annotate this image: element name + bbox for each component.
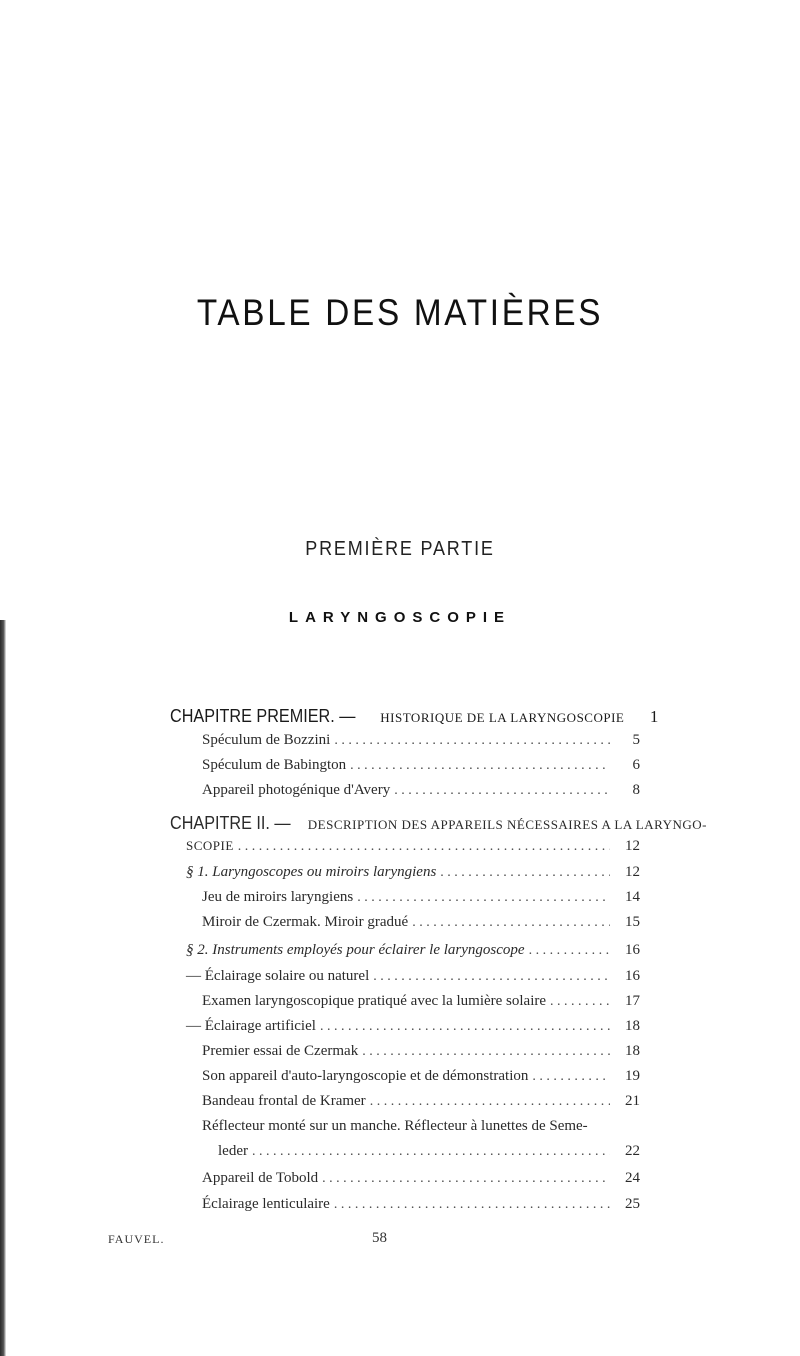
toc-entry[interactable] xyxy=(202,993,640,1010)
toc-entry[interactable] xyxy=(202,757,640,774)
entry-label: Spéculum de Babington xyxy=(202,757,347,773)
page-number: 25 xyxy=(625,1196,640,1212)
dot-leader xyxy=(322,1170,610,1187)
entry-label: leder xyxy=(218,1143,248,1159)
entry-label: Son appareil d'auto-laryngoscopie et de démonstration xyxy=(202,1068,529,1084)
page-number: 21 xyxy=(625,1093,640,1109)
chapter-2-lead: CHAPITRE II. — xyxy=(170,813,291,833)
page-number: 24 xyxy=(625,1170,640,1186)
dot-leader xyxy=(357,889,610,906)
toc-entry[interactable] xyxy=(202,1170,640,1187)
toc-entry[interactable] xyxy=(186,1018,640,1035)
toc-chapter-1[interactable] xyxy=(170,706,659,727)
part-title: PREMIÈRE PARTIE xyxy=(305,538,495,560)
dot-leader xyxy=(532,1068,610,1085)
page-number: 18 xyxy=(625,1043,640,1059)
page-number: 12 xyxy=(625,864,640,880)
entry-label: — Éclairage artificiel xyxy=(186,1018,316,1034)
page-edge-shadow xyxy=(0,620,6,1356)
page-number: 16 xyxy=(625,942,640,958)
toc-entry[interactable] xyxy=(202,1196,640,1213)
entry-label: Bandeau frontal de Kramer xyxy=(202,1093,366,1109)
section-label: § 2. Instruments employés pour éclairer le laryngoscope xyxy=(186,942,525,958)
dot-leader xyxy=(238,838,610,855)
toc-entry-reflecteur-line1[interactable]: Réflecteur monté sur un manche. Réflecteur à lunettes de Seme- xyxy=(202,1118,588,1134)
entry-label: Miroir de Czermak. Miroir gradué xyxy=(202,914,409,930)
dot-leader xyxy=(370,1093,610,1110)
dot-leader xyxy=(373,968,610,985)
page-number: 1 xyxy=(649,707,659,726)
dot-leader xyxy=(440,864,610,881)
toc-entry[interactable] xyxy=(202,732,640,749)
entry-label: — Éclairage solaire ou naturel xyxy=(186,968,370,984)
toc-entry[interactable] xyxy=(202,782,640,799)
subject-title: LARYNGOSCOPIE xyxy=(288,609,512,626)
toc-section-1[interactable] xyxy=(186,864,640,881)
dot-leader xyxy=(320,1018,610,1035)
page-number: 6 xyxy=(632,757,640,773)
chapter-2-title: DESCRIPTION DES APPAREILS NÉCESSAIRES A LA LARYNGO- xyxy=(307,817,707,832)
page-number: 19 xyxy=(625,1068,640,1084)
entry-label: Jeu de miroirs laryngiens xyxy=(202,889,354,905)
toc-entry[interactable] xyxy=(202,1043,640,1060)
page-number: 17 xyxy=(625,993,640,1009)
section-label: § 1. Laryngoscopes ou miroirs laryngiens xyxy=(186,864,437,880)
page-number: 16 xyxy=(625,968,640,984)
dot-leader xyxy=(350,757,610,774)
chapter-1-title: HISTORIQUE DE LA LARYNGOSCOPIE xyxy=(380,710,625,725)
page-title: TABLE DES MATIÈRES xyxy=(196,292,604,333)
entry-label: Appareil photogénique d'Avery xyxy=(202,782,391,798)
page-number: 18 xyxy=(625,1018,640,1034)
entry-label: Éclairage lenticulaire xyxy=(202,1196,330,1212)
page-number: 14 xyxy=(625,889,640,905)
toc-entry[interactable] xyxy=(202,914,640,931)
page-number: 12 xyxy=(625,838,640,854)
chapter-2-title-cont: SCOPIE xyxy=(186,838,234,853)
entry-label: Examen laryngoscopique pratiqué avec la lumière solaire xyxy=(202,993,547,1009)
page-number: 8 xyxy=(632,782,640,798)
page-number: 22 xyxy=(625,1143,640,1159)
toc-entry[interactable] xyxy=(186,968,640,985)
toc-entry[interactable] xyxy=(202,1068,640,1085)
toc-section-2[interactable] xyxy=(186,942,640,959)
entry-label: Spéculum de Bozzini xyxy=(202,732,331,748)
dot-leader xyxy=(334,732,610,749)
printer-signature: FAUVEL. xyxy=(108,1232,165,1246)
dot-leader xyxy=(334,1196,610,1213)
toc-entry-reflecteur-line2[interactable] xyxy=(218,1143,640,1160)
entry-label: Appareil de Tobold xyxy=(202,1170,319,1186)
chapter-1-lead: CHAPITRE PREMIER. — xyxy=(170,706,356,726)
dot-leader xyxy=(412,914,610,931)
dot-leader xyxy=(394,782,610,799)
dot-leader xyxy=(362,1043,610,1060)
toc-entry[interactable] xyxy=(202,889,640,906)
dot-leader xyxy=(529,942,610,959)
toc-chapter-2-line1[interactable] xyxy=(170,813,707,834)
dot-leader xyxy=(550,993,610,1010)
toc-chapter-2-line2[interactable] xyxy=(186,838,640,855)
entry-label: Premier essai de Czermak xyxy=(202,1043,359,1059)
sheet-number: 58 xyxy=(372,1230,387,1246)
toc-entry[interactable] xyxy=(202,1093,640,1110)
dot-leader xyxy=(252,1143,610,1160)
page-number: 5 xyxy=(632,732,640,748)
page-number: 15 xyxy=(625,914,640,930)
